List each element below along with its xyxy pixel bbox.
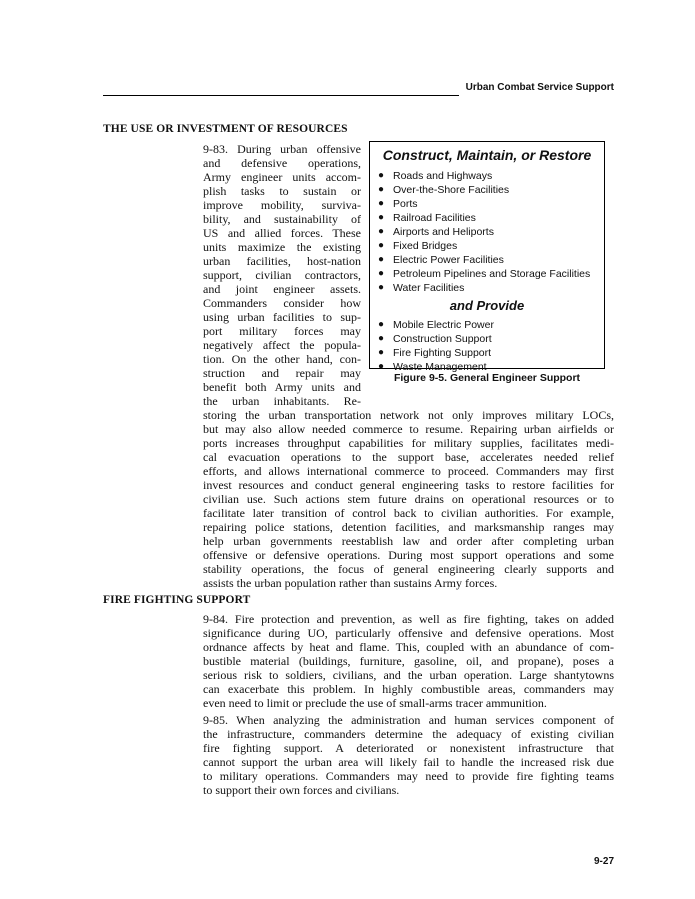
text-line: 9-84. Fire protection and prevention, as well as fire fighting, takes on added [203, 612, 614, 626]
text-line: repairing police stations, detention facilities, and marksmanship ranges may [203, 520, 614, 534]
figure-caption: Figure 9-5. General Engineer Support [393, 372, 581, 384]
bullet-icon: ● [378, 268, 385, 279]
text-line: efforts, and allows international commerce to proceed. Commanders may first [203, 464, 614, 478]
bullet-icon: ● [378, 212, 385, 223]
text-line: support, civilian contractors, [203, 268, 361, 282]
figure-list-item-label: Construction Support [393, 333, 492, 345]
bullet-icon: ● [378, 198, 385, 209]
text-line: 9-83. During urban offensive [203, 142, 361, 156]
figure-list-item [378, 253, 604, 267]
text-line: using urban facilities to sup- [203, 310, 361, 324]
figure-list-item [378, 267, 604, 281]
text-line: cannot support the urban area will likely fail to handle the increased risk due [203, 755, 614, 769]
text-line: the infrastructure, commanders determine the adequacy of existing civilian [203, 727, 614, 741]
bullet-icon: ● [378, 319, 385, 330]
figure-provide-list [370, 318, 604, 374]
paragraph-9-83-narrow [203, 142, 361, 408]
figure-list-item-label: Electric Power Facilities [393, 254, 504, 266]
text-line: Army engineer units accom- [203, 170, 361, 184]
text-line: negatively affect the popula- [203, 338, 361, 352]
bullet-icon: ● [378, 361, 385, 372]
text-line: but may also allow needed commerce to resume. Repairing urban airfields or [203, 422, 614, 436]
header-rule [103, 95, 459, 96]
text-line: stability operations, the focus of general engineering clearly supports and [203, 562, 614, 576]
figure-list-item-label: Mobile Electric Power [393, 319, 494, 331]
figure-list-item-label: Airports and Heliports [393, 226, 494, 238]
figure-list-item-label: Fixed Bridges [393, 240, 458, 252]
paragraph-9-83-wide [203, 408, 614, 590]
bullet-icon: ● [378, 240, 385, 251]
running-head: Urban Combat Service Support [465, 82, 614, 93]
text-line: ordnance affects by heat and flame. This, coupled with an abundance of com- [203, 640, 614, 654]
paragraph-9-85 [203, 713, 614, 797]
text-line: urban facilities, host-nation [203, 254, 361, 268]
figure-list-item-label: Petroleum Pipelines and Storage Facilities [393, 268, 591, 280]
figure-list-item-label: Fire Fighting Support [393, 347, 492, 359]
figure-construct-list [370, 169, 604, 295]
text-line: can exacerbate this problem. In highly combustible areas, commanders may [203, 682, 614, 696]
text-line: assists the urban population rather than sustains Army forces. [203, 576, 498, 590]
figure-9-5-box [369, 141, 605, 373]
figure-list-item [378, 239, 604, 253]
text-line: even need to limit or preclude the use of small-arms tracer ammunition. [203, 696, 547, 710]
figure-list-item [378, 281, 604, 295]
text-line: improve mobility, surviva- [203, 198, 361, 212]
paragraph-9-84 [203, 612, 614, 710]
page-number: 9-27 [593, 856, 614, 867]
figure-list-item-label: Over-the-Shore Facilities [393, 184, 510, 196]
bullet-icon: ● [378, 184, 385, 195]
figure-list-item [378, 318, 604, 332]
figure-list-item [378, 211, 604, 225]
figure-subtitle: and Provide [449, 298, 525, 313]
bullet-icon: ● [378, 282, 385, 293]
section-heading-fire-fighting: FIRE FIGHTING SUPPORT [103, 594, 251, 606]
text-line: cal evacuation operations to the support base, accelerates needed relief [203, 450, 614, 464]
text-line: to military operations. Commanders may need to provide fire fighting teams [203, 769, 614, 783]
figure-title: Construct, Maintain, or Restore [382, 147, 592, 163]
figure-list-item [378, 346, 604, 360]
text-line: fire fighting support. A deteriorated or nonexistent infrastructure that [203, 741, 614, 755]
text-line: serious risk to soldiers, civilians, and the urban operation. Large shantytowns [203, 668, 614, 682]
bullet-icon: ● [378, 347, 385, 358]
bullet-icon: ● [378, 333, 385, 344]
bullet-icon: ● [378, 170, 385, 181]
text-line: struction and repair may [203, 366, 361, 380]
text-line: port military forces may [203, 324, 361, 338]
text-line: the urban inhabitants. Re- [203, 394, 361, 408]
text-line: tion. On the other hand, con- [203, 352, 361, 366]
text-line: ports increases throughput capabilities for military supplies, facilitates medi- [203, 436, 614, 450]
text-line: facilitate later transition of control back to civilian authorities. For example, [203, 506, 614, 520]
bullet-icon: ● [378, 226, 385, 237]
text-line: Commanders consider how [203, 296, 361, 310]
figure-list-item [378, 183, 604, 197]
text-line: help urban governments reestablish law and order after completing urban [203, 534, 614, 548]
figure-list-item-label: Ports [393, 198, 418, 210]
text-line: storing the urban transportation network not only improves military LOCs, [203, 408, 614, 422]
text-line: 9-85. When analyzing the administration and human services component of [203, 713, 614, 727]
text-line: civilian use. Such actions stem future drains on operational resources or to [203, 492, 614, 506]
figure-list-item-label: Waste Management [393, 361, 487, 373]
figure-list-item [378, 225, 604, 239]
figure-list-item-label: Railroad Facilities [393, 212, 476, 224]
bullet-icon: ● [378, 254, 385, 265]
text-line: bustible material (buildings, furniture, gasoline, oil, and propane), poses a [203, 654, 614, 668]
text-line: bility, and sustainability of [203, 212, 361, 226]
text-line: and joint engineer assets. [203, 282, 361, 296]
figure-list-item [378, 332, 604, 346]
text-line: US and allied forces. These [203, 226, 361, 240]
figure-list-item [378, 169, 604, 183]
text-line: and defensive operations, [203, 156, 361, 170]
section-heading-resources: THE USE OR INVESTMENT OF RESOURCES [103, 123, 348, 135]
text-line: to support their own forces and civilians. [203, 783, 400, 797]
figure-list-item [378, 197, 604, 211]
text-line: units maximize the existing [203, 240, 361, 254]
figure-list-item-label: Water Facilities [393, 282, 465, 294]
figure-list-item-label: Roads and Highways [393, 170, 493, 182]
text-line: invest resources and conduct general engineering tasks to restore facilities for [203, 478, 614, 492]
text-line: significance during UO, particularly offensive and defensive operations. Most [203, 626, 614, 640]
text-line: benefit both Army units and [203, 380, 361, 394]
text-line: plish tasks to sustain or [203, 184, 361, 198]
text-line: offensive or defensive operations. During most support operations and some [203, 548, 614, 562]
